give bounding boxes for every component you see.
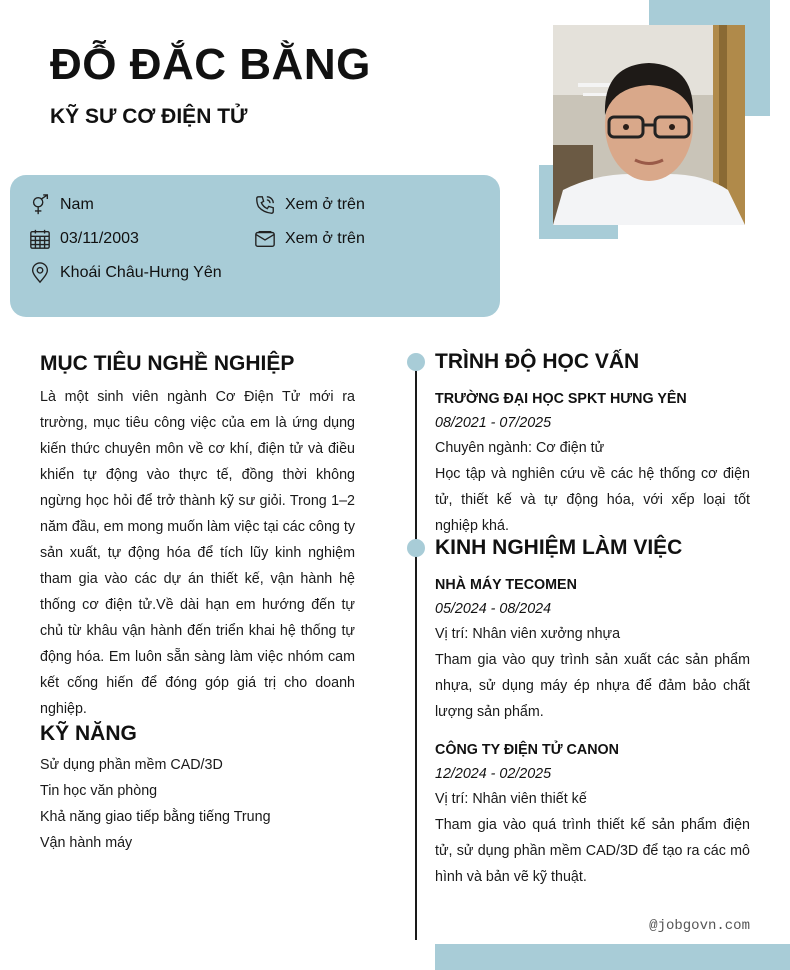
watermark: @jobgovn.com xyxy=(649,918,750,934)
timeline-line xyxy=(415,355,417,940)
profile-photo xyxy=(553,25,745,225)
timeline-dot-experience xyxy=(407,539,425,557)
job-desc: Tham gia vào quá trình thiết kế sản phẩm điện tử, sử dụng phần mềm CAD/3D để tạo ra các mô hình và bản vẽ kỹ thuật. xyxy=(435,817,750,885)
calendar-icon xyxy=(29,228,51,250)
education-major: Chuyên ngành: Cơ điện tử xyxy=(435,440,605,456)
education-desc: Học tập và nghiên cứu về các hệ thống cơ điện tử, thiết kế và tự động hóa, với xếp loại tốt nghiệp khá. xyxy=(435,466,750,534)
skill-item: Khả năng giao tiếp bằng tiếng Trung xyxy=(40,809,271,825)
mail-icon xyxy=(254,228,276,250)
contact-email xyxy=(254,228,365,250)
birthdate-value: 03/11/2003 xyxy=(60,230,139,247)
phone-icon xyxy=(254,194,276,216)
candidate-name: ĐỖ ĐẮC BẰNG xyxy=(50,40,371,89)
address-value: Khoái Châu-Hưng Yên xyxy=(60,264,222,281)
gender-icon xyxy=(29,194,51,216)
skill-item: Tin học văn phòng xyxy=(40,783,158,799)
job-company: CÔNG TY ĐIỆN TỬ CANON xyxy=(435,742,619,758)
email-value: Xem ở trên xyxy=(285,230,365,247)
skills-title: KỸ NĂNG xyxy=(40,722,137,745)
job-title: KỸ SƯ CƠ ĐIỆN TỬ xyxy=(50,105,248,128)
contact-gender xyxy=(29,194,94,216)
job-company: NHÀ MÁY TECOMEN xyxy=(435,577,577,593)
experience-title: KINH NGHIỆM LÀM VIỆC xyxy=(435,536,683,559)
location-pin-icon xyxy=(29,262,51,284)
education-period: 08/2021 - 07/2025 xyxy=(435,415,552,431)
education-school: TRƯỜNG ĐẠI HỌC SPKT HƯNG YÊN xyxy=(435,391,687,407)
skill-item: Vận hành máy xyxy=(40,835,133,851)
education-title: TRÌNH ĐỘ HỌC VẤN xyxy=(435,350,640,373)
objective-text: Là một sinh viên ngành Cơ Điện Tử mới ra trường, mục tiêu công việc của em là ứng dụng kiến thức chuyên môn về cơ khí, điện tử và điều khiển tự động vào thực tế, đồng thời không ngừng học hỏi để trở thành kỹ sư giỏi. Trong 1–2 năm đầu, em mong muốn làm việc tại các công ty sản xuất, tự động hóa để tích lũy kinh nghiệm tham gia vào các dự án thiết kế, vận hành hệ thống cơ điện tử.Về dài hạn em hướng đến tự chủ từ khâu vận hành đến triển khai hệ thống tự động hóa. Em luôn sẵn sàng làm việc nhóm cam kết cống hiến để đóng góp giá trị cho doanh nghiệp. xyxy=(40,389,355,717)
skill-item: Sử dụng phần mềm CAD/3D xyxy=(40,757,223,773)
job-desc: Tham gia vào quy trình sản xuất các sản phẩm nhựa, sử dụng máy ép nhựa để đảm bảo chất lượng sản phẩm. xyxy=(435,652,750,720)
job-period: 12/2024 - 02/2025 xyxy=(435,766,552,782)
accent-block-bottom xyxy=(435,944,790,970)
job-period: 05/2024 - 08/2024 xyxy=(435,601,552,617)
job-position: Vị trí: Nhân viên xưởng nhựa xyxy=(435,626,621,642)
job-position: Vị trí: Nhân viên thiết kế xyxy=(435,791,587,807)
timeline-dot-education xyxy=(407,353,425,371)
contact-address xyxy=(29,262,222,284)
phone-value: Xem ở trên xyxy=(285,196,365,213)
contact-phone xyxy=(254,194,365,216)
contact-birthdate xyxy=(29,228,139,250)
gender-value: Nam xyxy=(60,196,94,213)
objective-title: MỤC TIÊU NGHỀ NGHIỆP xyxy=(40,352,295,375)
